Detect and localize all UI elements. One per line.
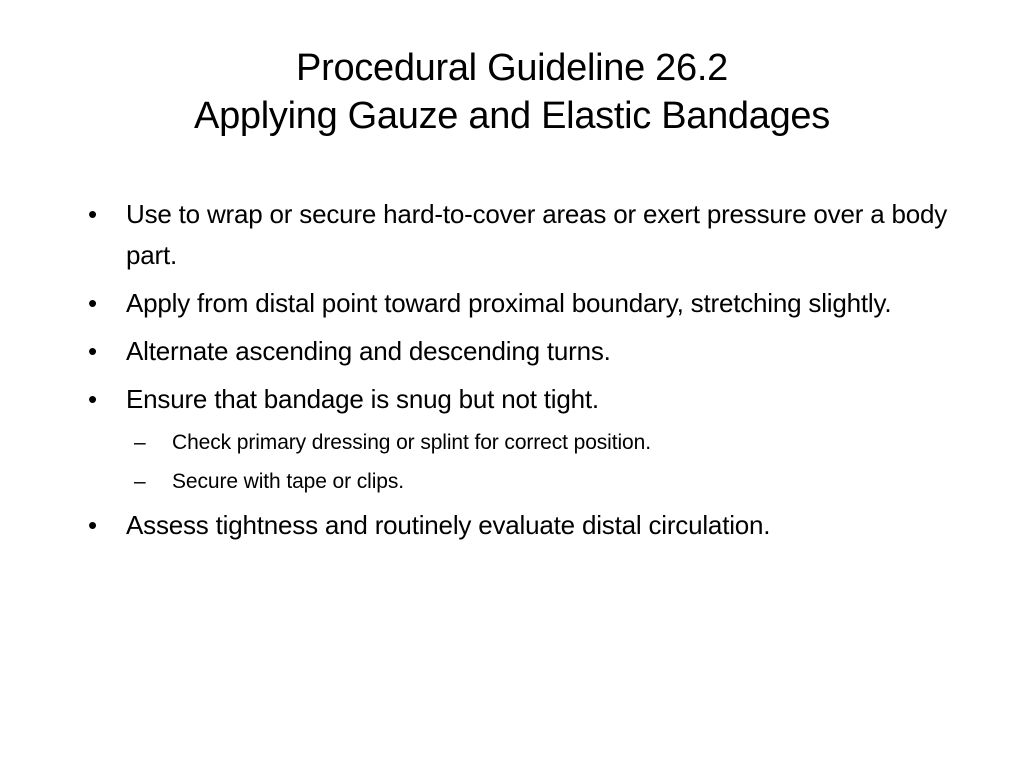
sub-bullet-text: Secure with tape or clips. [172, 470, 405, 493]
slide-title [60, 44, 964, 140]
bullet-text: Apply from distal point toward proximal boundary, stretching slightly. [126, 288, 892, 318]
bullet-item [88, 379, 968, 420]
sub-bullet-marker: – [134, 431, 146, 454]
bullet-item [88, 283, 968, 324]
sub-bullet-text: Check primary dressing or splint for correct position. [172, 431, 651, 454]
bullet-marker: • [88, 199, 97, 229]
bullet-text: Assess tightness and routinely evaluate distal circulation. [126, 510, 771, 540]
bullet-item [88, 331, 968, 372]
title-line-1: Procedural Guideline 26.2 [296, 47, 728, 89]
bullet-marker: • [88, 510, 97, 540]
sub-bullet-marker: – [134, 470, 146, 493]
bullet-text: Use to wrap or secure hard-to-cover areas or exert pressure over a body part. [126, 199, 948, 270]
bullet-marker: • [88, 384, 97, 414]
sub-bullet-item [88, 427, 968, 458]
bullet-list [88, 194, 968, 553]
sub-bullet-item [88, 466, 968, 497]
bullet-item [88, 505, 968, 546]
bullet-item [88, 194, 968, 276]
bullet-marker: • [88, 336, 97, 366]
bullet-text: Alternate ascending and descending turns. [126, 336, 611, 366]
title-line-2: Applying Gauze and Elastic Bandages [194, 95, 830, 137]
bullet-marker: • [88, 288, 97, 318]
sub-bullet-list [88, 427, 968, 497]
bullet-text: Ensure that bandage is snug but not tight. [126, 384, 599, 414]
